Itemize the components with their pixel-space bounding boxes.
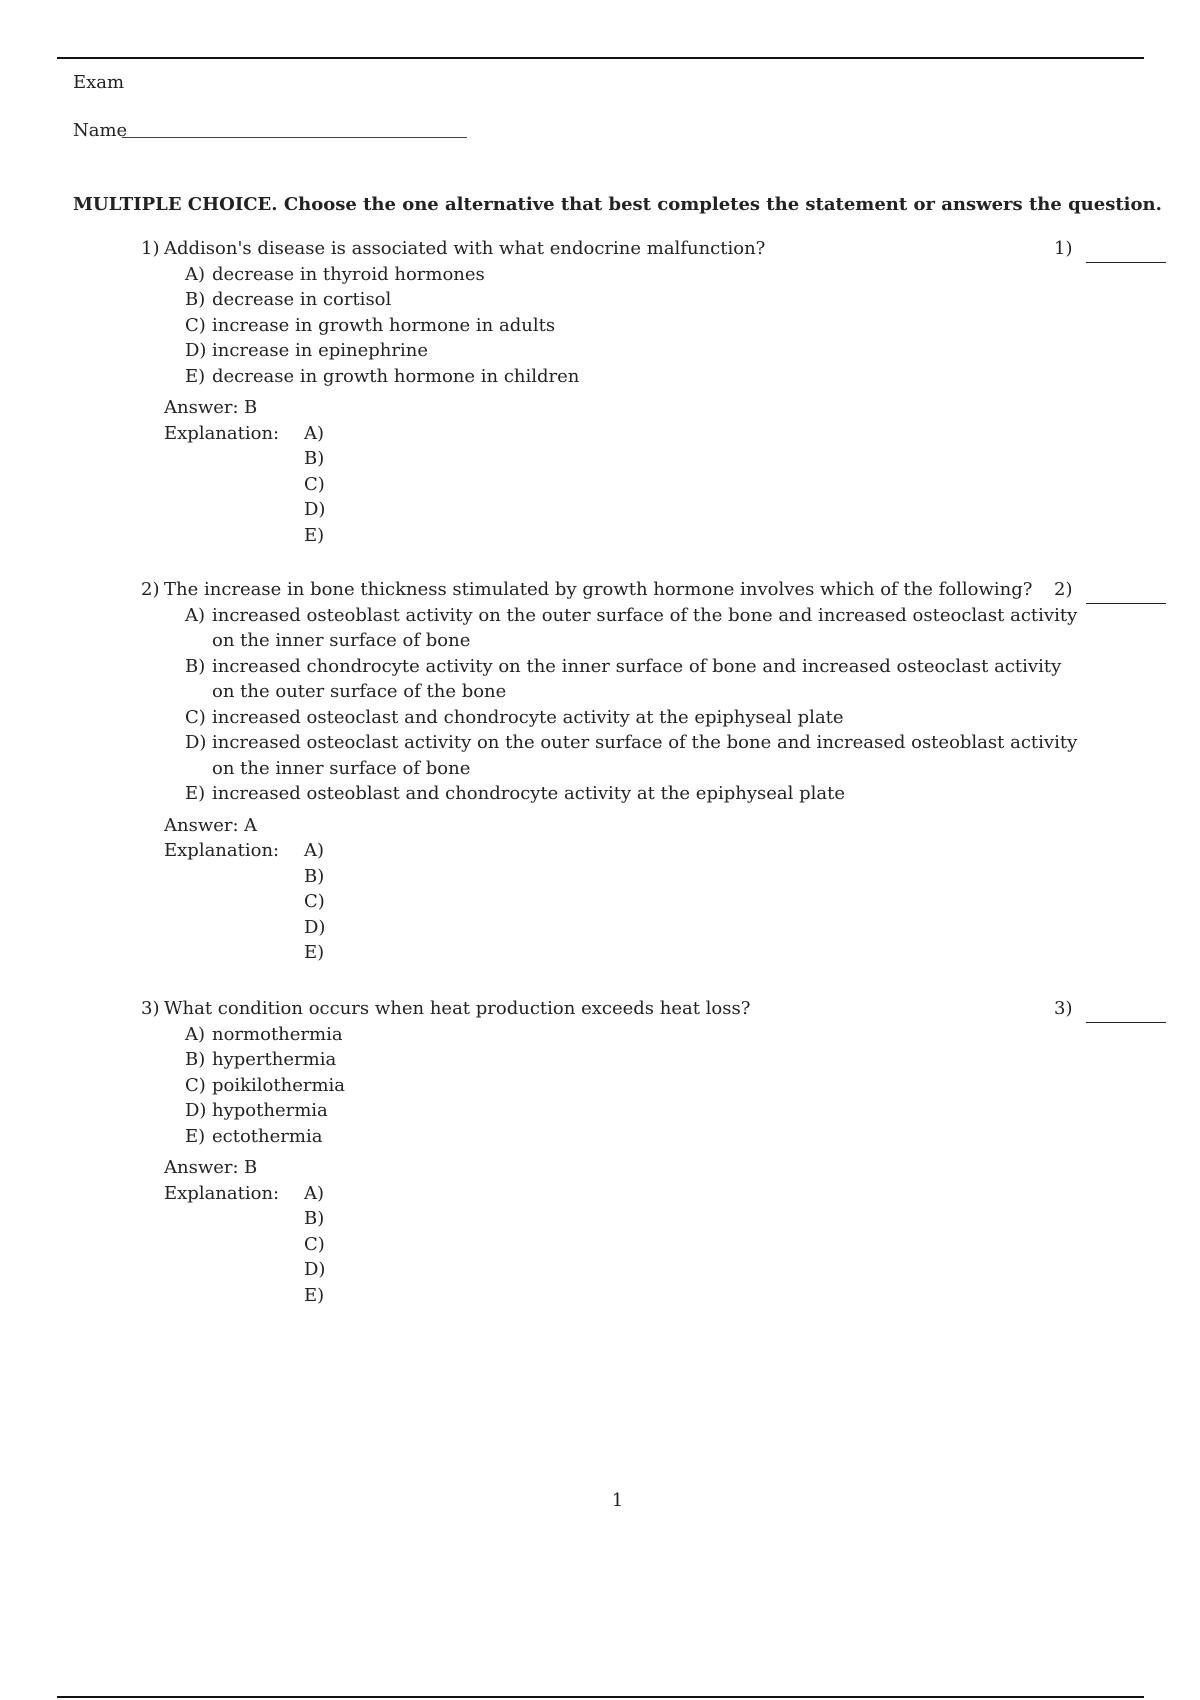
answer-slot-number: 1) (1054, 238, 1073, 259)
option-text: increased osteoclast activity on the outer surface of the bone and increased osteoblast activity (212, 732, 1078, 753)
bottom-rule (57, 1696, 1144, 1698)
explanation-label: Explanation: (164, 422, 280, 444)
exam-label: Exam (73, 72, 125, 93)
question-number: 3) (141, 998, 160, 1019)
option-text: increase in epinephrine (212, 340, 428, 361)
option-text: on the outer surface of the bone (212, 681, 507, 702)
option-letter: D) (185, 340, 207, 361)
option-letter: A) (185, 1023, 206, 1045)
option-letter: E) (185, 365, 206, 387)
explanation-letter: C) (304, 473, 325, 495)
option-letter: C) (185, 1074, 206, 1096)
top-rule (57, 57, 1144, 59)
option-letter: D) (185, 1100, 207, 1121)
answer-blank-line (1086, 262, 1166, 263)
explanation-letter: A) (304, 1182, 325, 1204)
option-letter: C) (185, 706, 206, 728)
option-letter: C) (185, 314, 206, 336)
option-letter: B) (185, 655, 206, 677)
option-text: hyperthermia (212, 1049, 337, 1070)
option-text: on the inner surface of bone (212, 757, 471, 779)
name-blank-line (122, 137, 467, 138)
explanation-letter: B) (304, 865, 325, 887)
option-text: hypothermia (212, 1100, 328, 1121)
explanation-letter: B) (304, 448, 325, 469)
option-letter: A) (185, 604, 206, 626)
answer-slot-number: 2) (1054, 579, 1073, 600)
answer-label: Answer: (164, 1157, 239, 1178)
explanation-letter: D) (304, 1259, 326, 1280)
explanation-label: Explanation: (164, 1182, 280, 1204)
option-text: normothermia (212, 1023, 343, 1045)
answer-value: A (244, 814, 257, 836)
option-text: on the inner surface of bone (212, 630, 471, 651)
answer-blank-line (1086, 603, 1166, 604)
question-text: The increase in bone thickness stimulated by growth hormone involves which of the following? (164, 579, 1033, 600)
name-label: Name (73, 120, 128, 141)
answer-label: Answer: (164, 814, 239, 836)
question-number: 1) (141, 238, 160, 259)
option-letter: E) (185, 783, 206, 804)
answer-value: B (244, 397, 258, 418)
explanation-letter: E) (304, 942, 325, 963)
option-text: increased osteoclast and chondrocyte activity at the epiphyseal plate (212, 706, 844, 728)
question-text: Addison's disease is associated with what endocrine malfunction? (164, 238, 766, 259)
explanation-letter: A) (304, 840, 325, 861)
instructions: MULTIPLE CHOICE. Choose the one alternative that best completes the statement or answers the question. (73, 194, 1162, 215)
answer-value: B (244, 1157, 258, 1178)
option-text: increase in growth hormone in adults (212, 314, 556, 336)
option-letter: B) (185, 289, 206, 310)
option-letter: D) (185, 732, 207, 753)
explanation-letter: C) (304, 891, 325, 912)
explanation-letter: E) (304, 524, 325, 546)
answer-label: Answer: (164, 397, 239, 418)
explanation-label: Explanation: (164, 840, 280, 861)
question-text: What condition occurs when heat production exceeds heat loss? (164, 998, 751, 1019)
explanation-letter: D) (304, 499, 326, 520)
option-text: decrease in thyroid hormones (212, 263, 485, 285)
page-number: 1 (611, 1490, 624, 1511)
explanation-letter: B) (304, 1208, 325, 1229)
explanation-letter: C) (304, 1233, 325, 1255)
answer-slot-number: 3) (1054, 998, 1073, 1019)
explanation-letter: A) (304, 422, 325, 444)
explanation-letter: D) (304, 916, 326, 938)
option-text: increased osteoblast and chondrocyte activity at the epiphyseal plate (212, 783, 845, 804)
explanation-letter: E) (304, 1284, 325, 1306)
option-letter: A) (185, 263, 206, 285)
option-letter: B) (185, 1049, 206, 1070)
option-text: increased osteoblast activity on the outer surface of the bone and increased osteoclast activity (212, 604, 1078, 626)
answer-blank-line (1086, 1022, 1166, 1023)
option-letter: E) (185, 1125, 206, 1147)
option-text: decrease in cortisol (212, 289, 392, 310)
question-number: 2) (141, 579, 160, 600)
option-text: poikilothermia (212, 1074, 346, 1096)
option-text: increased chondrocyte activity on the inner surface of bone and increased osteoclast activity (212, 655, 1062, 677)
option-text: decrease in growth hormone in children (212, 365, 580, 387)
option-text: ectothermia (212, 1125, 323, 1147)
